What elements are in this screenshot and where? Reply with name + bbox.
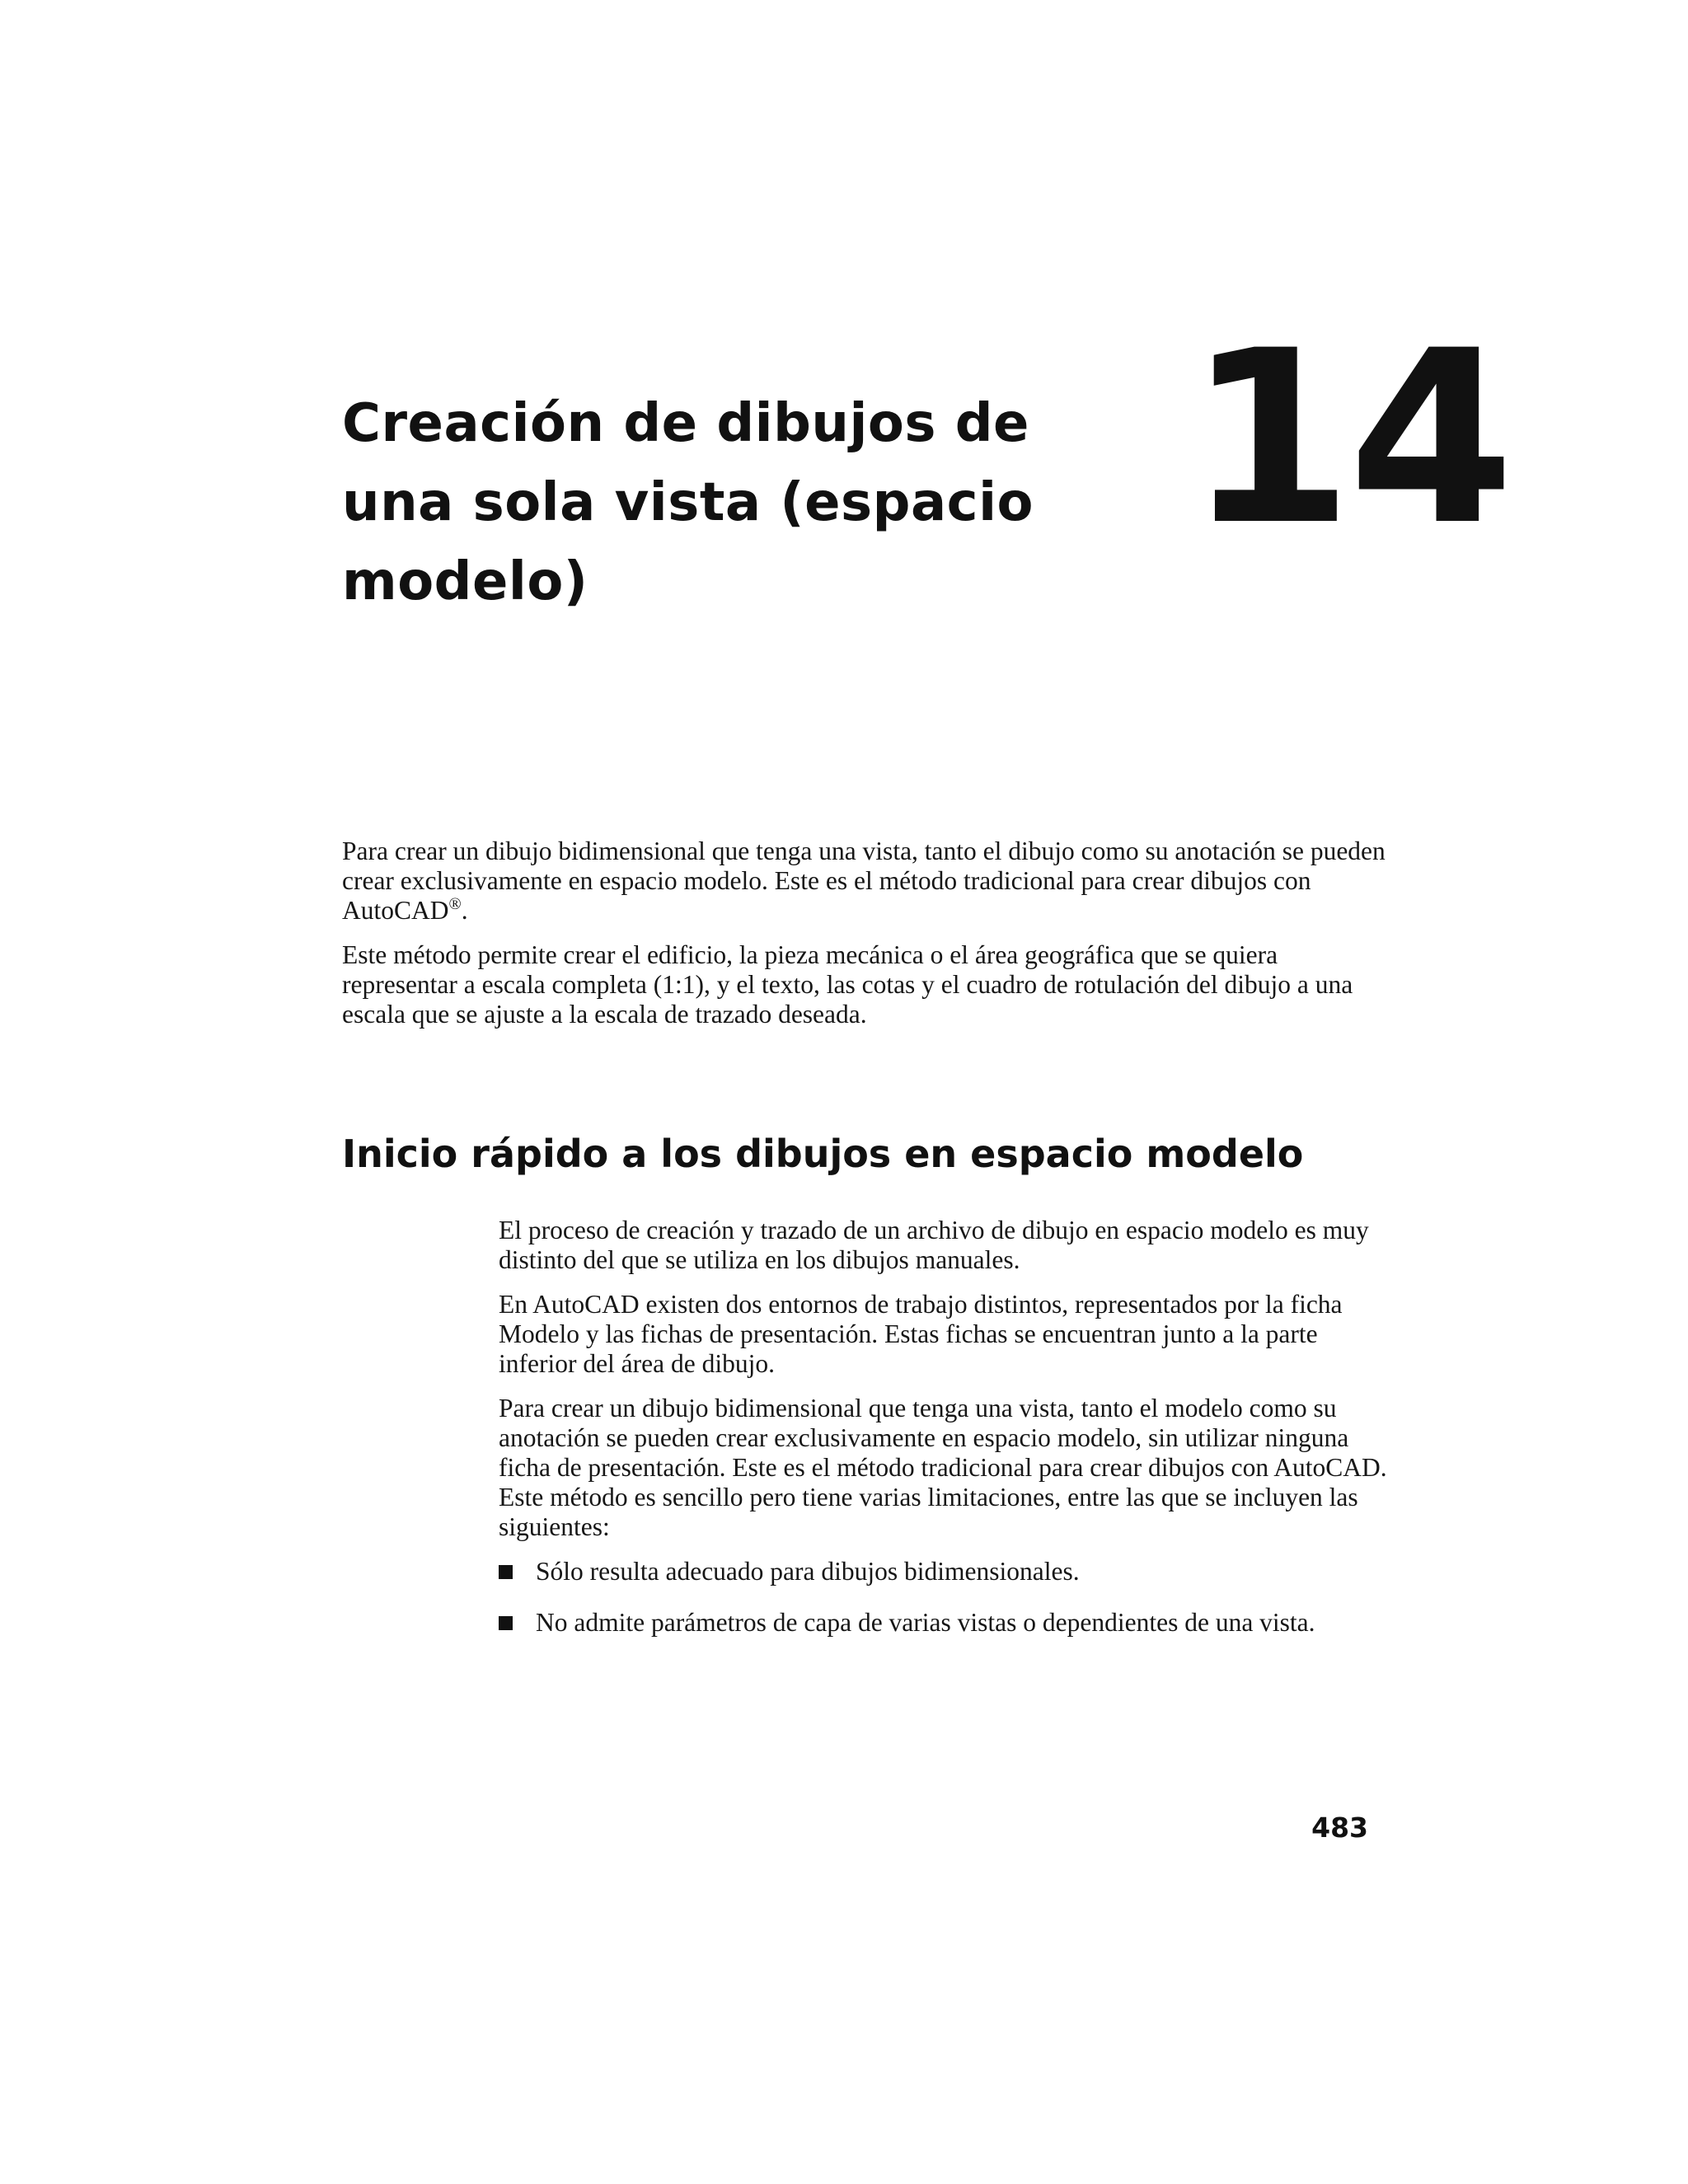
chapter-title-line: una sola vista (espacio (342, 472, 1034, 533)
list-item (499, 1557, 1397, 1586)
section-heading: Inicio rápido a los dibujos en espacio modelo (342, 1132, 1304, 1176)
section-body (499, 1216, 1397, 1659)
chapter-number: 14 (1187, 300, 1510, 578)
intro-paragraph-text: Para crear un dibujo bidimensional que tenga una vista, tanto el dibujo como su anotación se pueden crear exclusivamente en espacio modelo. Este es el método tradicional para crear dibujos con AutoCAD (342, 837, 1386, 925)
registered-mark: ® (448, 895, 462, 913)
chapter-title-line: Creación de dibujos de (342, 393, 1029, 454)
square-bullet-icon (499, 1565, 513, 1579)
bullet-list (499, 1557, 1397, 1638)
chapter-title (342, 384, 1084, 621)
intro-paragraph (342, 837, 1389, 926)
section-paragraph: En AutoCAD existen dos entornos de trabajo distintos, representados por la ficha Modelo y las fichas de presentación. Estas fichas se encuentran junto a la parte inferior del área de dibujo. (499, 1290, 1343, 1378)
section-paragraph: El proceso de creación y trazado de un archivo de dibujo en espacio modelo es muy distinto del que se utiliza en los dibujos manuales. (499, 1216, 1369, 1274)
list-item-text: Sólo resulta adecuado para dibujos bidimensionales. (536, 1557, 1080, 1586)
intro-paragraph-end: . (461, 896, 468, 925)
square-bullet-icon (499, 1616, 513, 1630)
list-item-text: No admite parámetros de capa de varias vistas o dependientes de una vista. (536, 1608, 1315, 1637)
section-paragraph: Para crear un dibujo bidimensional que tenga una vista, tanto el modelo como su anotación se pueden crear exclusivamente en espacio modelo, sin utilizar ninguna ficha de presentación. Este es el método tradicional para crear dibujos con AutoCAD. Este método es sencillo pero tiene varias limitaciones, entre las que se incluyen las siguientes: (499, 1394, 1387, 1541)
page-number: 483 (1311, 1811, 1368, 1844)
intro-paragraph: Este método permite crear el edificio, la pieza mecánica o el área geográfica que se quiera representar a escala completa (1:1), y el texto, las cotas y el cuadro de rotulación del dibujo a una escala que se ajuste a la escala de trazado deseada. (342, 940, 1353, 1029)
intro-section (342, 837, 1389, 1044)
list-item (499, 1608, 1397, 1638)
chapter-title-line: modelo) (342, 551, 588, 612)
